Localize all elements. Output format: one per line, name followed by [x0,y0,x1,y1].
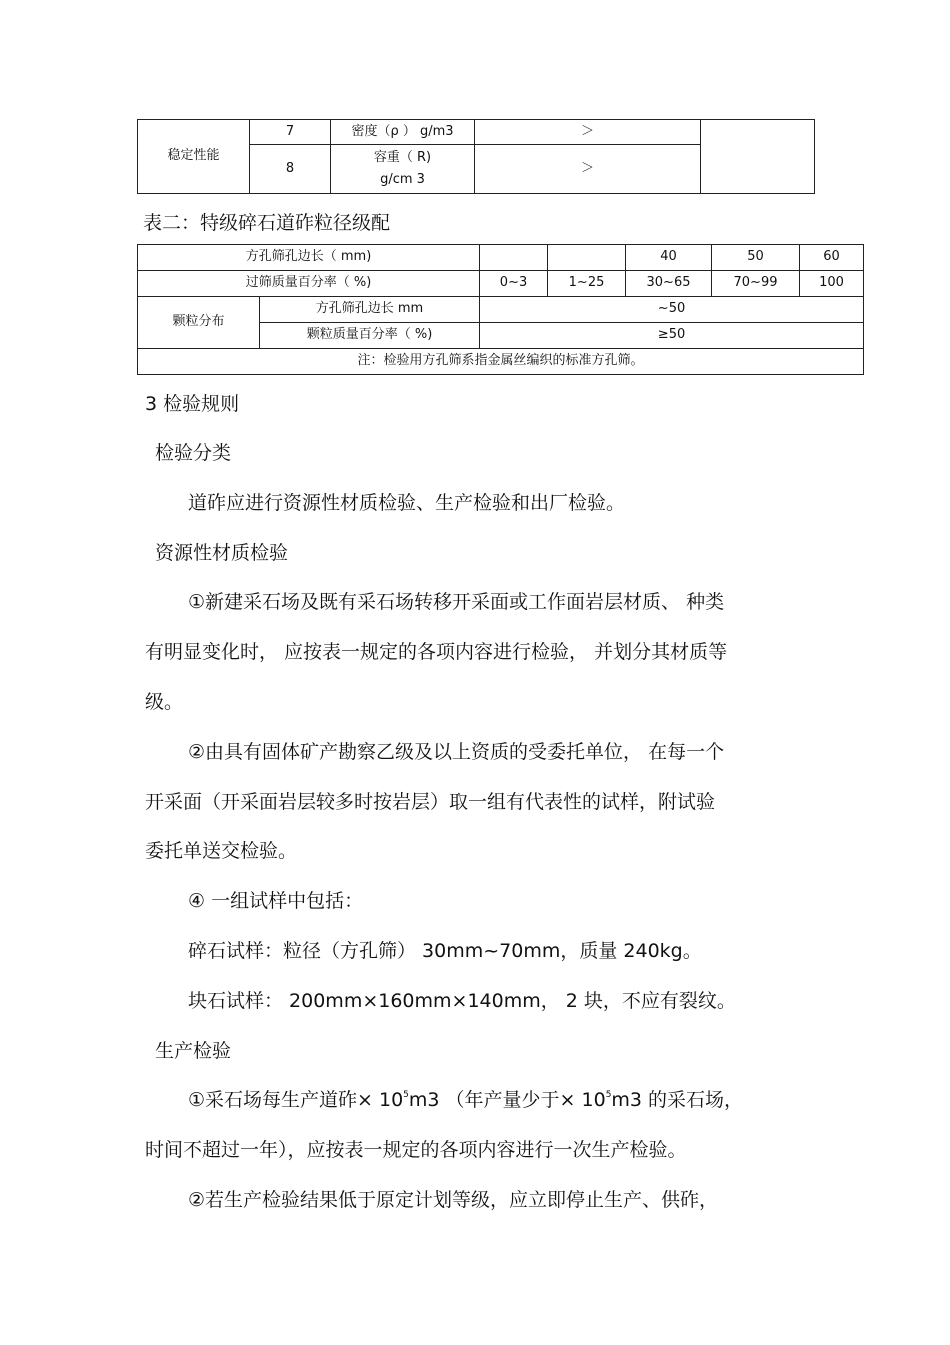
exponent: 5 [403,1090,409,1100]
paragraph: ④ 一组试样中包括： [188,890,364,912]
item-label [331,145,475,194]
text-run: m3 的采石场， [611,1089,744,1111]
paragraph: 碎石试样：粒径（方孔筛） 30mm~70mm，质量 240kg。 [188,940,702,962]
passing-percent-cell: 0~3 [480,271,548,297]
paragraph-line: 有明显变化时， 应按表一规定的各项内容进行检验， 并划分其材质等 [145,641,728,663]
sieve-size-cell: 60 [800,245,864,271]
passing-percent-label: 过筛质量百分率（ %) [138,271,480,297]
table-caption: 表二：特级碎石道砟粒径级配 [143,212,391,234]
subheading-production: 生产检验 [155,1040,232,1062]
sub-sieve-label: 方孔筛孔边长 mm [260,297,480,323]
subheading-classification: 检验分类 [155,442,232,464]
item-label-line1: 容重（ R) [373,149,432,165]
gradation-table [137,244,864,375]
sub-percent-label: 颗粒质量百分率（ %) [260,323,480,349]
subheading-resource: 资源性材质检验 [155,542,289,564]
sieve-size-cell: 50 [712,245,800,271]
section-heading: 3 检验规则 [145,393,240,415]
value-cell: ＞ [475,120,701,145]
paragraph-line: 时间不超过一年），应按表一规定的各项内容进行一次生产检验。 [145,1139,687,1161]
paragraph-line: ②由具有固体矿产勘察乙级及以上资质的受委托单位， 在每一个 [188,741,725,763]
paragraph-line: 级。 [145,691,184,713]
item-label: 密度（ρ ） g/m3 [331,120,475,145]
item-label-line2: g/cm 3 [380,172,425,187]
text-run: m3 （年产量少于× 10 [408,1089,606,1111]
table-note: 注：检验用方孔筛系指金属丝编织的标准方孔筛。 [138,349,864,375]
stability-table [137,119,815,194]
particle-distribution-label: 颗粒分布 [138,297,260,349]
paragraph-line: 开采面（开采面岩层较多时按岩层）取一组有代表性的试样，附试验 [145,791,716,813]
passing-percent-cell: 1~25 [548,271,626,297]
sieve-size-cell [480,245,548,271]
paragraph-line [188,1085,743,1112]
paragraph-line: ①新建采石场及既有采石场转移开采面或工作面岩层材质、 种类 [188,591,725,613]
paragraph: 道砟应进行资源性材质检验、生产检验和出厂检验。 [188,492,626,514]
row-number: 8 [250,145,331,194]
passing-percent-cell: 30~65 [626,271,712,297]
extra-cell [701,120,815,194]
sieve-size-cell [548,245,626,271]
group-label: 稳定性能 [138,120,250,194]
value-cell: ＞ [475,145,701,194]
sieve-size-cell: 40 [626,245,712,271]
sieve-size-label: 方孔筛孔边长（ mm) [138,245,480,271]
passing-percent-cell: 100 [800,271,864,297]
exponent: 5 [605,1090,612,1100]
paragraph-line: 委托单送交检验。 [145,840,298,862]
sub-percent-value: ≥50 [480,323,864,349]
row-number: 7 [250,120,331,145]
paragraph: ②若生产检验结果低于原定计划等级，应立即停止生产、供砟， [188,1189,719,1211]
paragraph: 块石试样： 200mm×160mm×140mm， 2 块，不应有裂纹。 [188,990,736,1012]
sub-sieve-value: ~50 [480,297,864,323]
passing-percent-cell: 70~99 [712,271,800,297]
text-run: ①采石场每生产道砟× 10 [188,1089,404,1111]
